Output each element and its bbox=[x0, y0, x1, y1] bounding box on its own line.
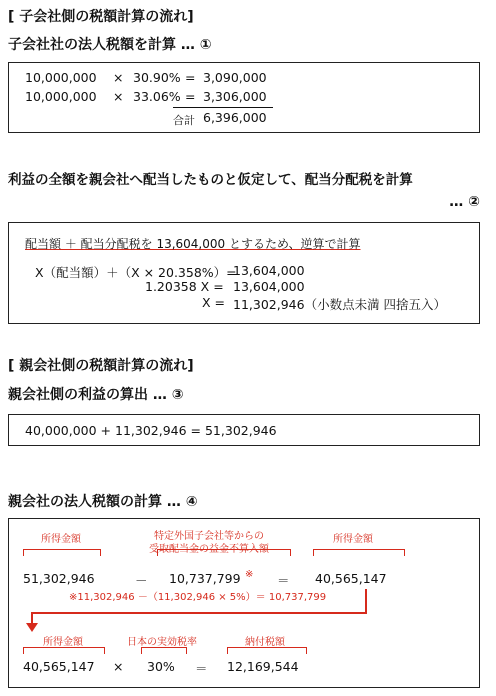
value-income-3: 40,565,147 bbox=[23, 659, 95, 674]
bracket-income-3 bbox=[23, 647, 105, 654]
eq3-left: X = bbox=[202, 295, 226, 310]
total-label: 合計 bbox=[173, 114, 195, 127]
label-income-2: 所得金額 bbox=[333, 534, 373, 545]
equals-sign-2: ＝ bbox=[195, 661, 208, 676]
section3-heading: [ 親会社側の税額計算の流れ] bbox=[8, 358, 194, 374]
bracket-income-2 bbox=[313, 549, 405, 556]
bracket-exempt bbox=[157, 549, 291, 556]
section2-marker: … ② bbox=[449, 194, 480, 210]
value-rate: 30% bbox=[147, 659, 175, 674]
section4-subheading: 親会社の法人税額の計算 … ④ bbox=[8, 494, 198, 510]
connector-across bbox=[31, 612, 367, 614]
value-income-2: 40,565,147 bbox=[315, 571, 387, 586]
profit-equation: 40,000,000 + 11,302,946 = 51,302,946 bbox=[25, 423, 277, 438]
connector-down bbox=[365, 589, 367, 613]
row1-equals: = bbox=[185, 70, 196, 85]
row1-result: 3,090,000 bbox=[203, 70, 267, 85]
eq2-right: 13,604,000 bbox=[233, 279, 305, 294]
section1-subheading: 子会社社の法人税額を計算 … ① bbox=[8, 37, 212, 53]
section1-heading: [ 子会社側の税額計算の流れ] bbox=[8, 9, 194, 25]
bracket-income-1 bbox=[23, 549, 101, 556]
section2-title: 利益の全額を親会社へ配当したものと仮定して、配当分配税を計算 bbox=[8, 172, 413, 188]
arrow-down-icon bbox=[26, 623, 38, 632]
equals-sign: ＝ bbox=[277, 573, 290, 588]
eq3-right: 11,302,946（小数点未満 四捨五入） bbox=[233, 297, 447, 312]
value-tax: 12,169,544 bbox=[227, 659, 299, 674]
row1-base: 10,000,000 bbox=[25, 70, 97, 85]
eq2-left: 1.20358 X = bbox=[145, 279, 224, 294]
row2-rate: 33.06% bbox=[133, 89, 181, 104]
label-effective-rate: 日本の実効税率 bbox=[127, 637, 197, 648]
row1-times: × bbox=[113, 70, 124, 85]
value-income-1: 51,302,946 bbox=[23, 571, 95, 586]
section3-box bbox=[8, 414, 480, 446]
sum-rule bbox=[173, 107, 273, 108]
eq1-left: X（配当額）＋（X × 20.358%）= bbox=[35, 265, 237, 280]
times-sign: × bbox=[113, 659, 124, 674]
section1-box bbox=[8, 62, 480, 133]
total-value: 6,396,000 bbox=[203, 110, 267, 125]
label-income-1: 所得金額 bbox=[41, 534, 81, 545]
asterisk-mark: ※ bbox=[245, 569, 254, 580]
section3-subheading: 親会社側の利益の算出 … ③ bbox=[8, 387, 184, 403]
row2-result: 3,306,000 bbox=[203, 89, 267, 104]
value-exempt: 10,737,799 bbox=[169, 571, 241, 586]
bracket-tax bbox=[227, 647, 307, 654]
row2-base: 10,000,000 bbox=[25, 89, 97, 104]
eq1-right: 13,604,000 bbox=[233, 263, 305, 278]
row1-rate: 30.90% bbox=[133, 70, 181, 85]
label-income-3: 所得金額 bbox=[43, 637, 83, 648]
label-exempt-dividend: 特定外国子会社等からの 受取配当金の益金不算入額 bbox=[149, 531, 269, 555]
bracket-rate bbox=[141, 647, 187, 654]
row2-equals: = bbox=[185, 89, 196, 104]
minus-sign: － bbox=[135, 573, 148, 588]
row2-times: × bbox=[113, 89, 124, 104]
section2-box bbox=[8, 222, 480, 324]
footnote-calc: ※11,302,946 －（11,302,946 × 5%）＝ 10,737,799 bbox=[69, 592, 327, 603]
section4-box bbox=[8, 518, 480, 688]
label-tax-payable: 納付税額 bbox=[245, 637, 285, 648]
reverse-calc-note: 配当額 ＋ 配当分配税を 13,604,000 とするため、逆算で計算 bbox=[25, 237, 361, 251]
